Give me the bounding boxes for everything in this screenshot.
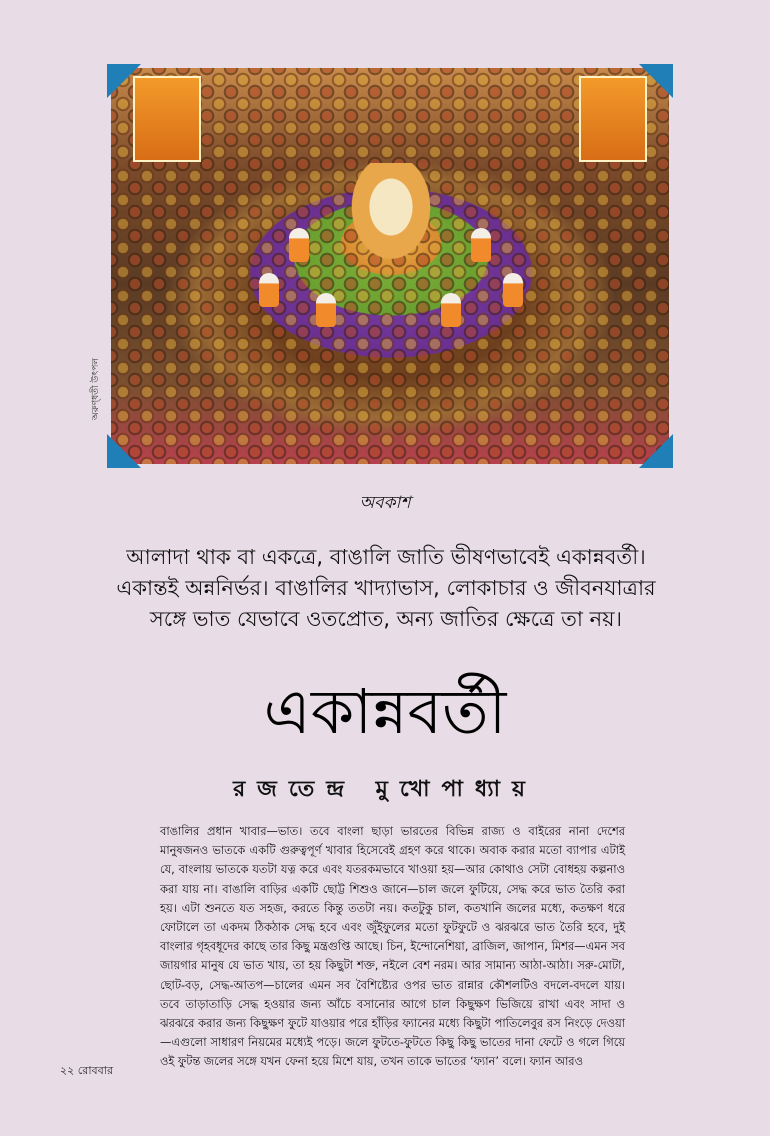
figure [316,293,336,327]
food-offering-image [111,68,669,464]
centerpiece-lotus [341,163,441,273]
article-title: একান্নবর্তী [263,675,507,748]
figure [471,228,491,262]
intro-blurb: আলাদা থাক বা একত্রে, বাঙালি জাতি ভীষণভাবেই একান্নবর্তী। একান্তই অন্ননির্ভর। বাঙালির খাদ্যাভাস, লোকাচার ও জীবনযাত্রার সঙ্গে ভাত যেভাবে ওতপ্রোত, অন্য জাতির ক্ষেত্রে তা নয়। [116,545,656,631]
figure [441,293,461,327]
photo-corner-top-right [639,64,673,98]
article-body [160,822,625,1072]
photo-credit: অরুণ্ধতী উৎপল [91,357,101,420]
decorative-lantern-right [579,76,647,162]
feature-photo [111,68,669,464]
body-paragraph: বাঙালির প্রধান খাবার—ভাত। তবে বাংলা ছাড়া ভারতের বিভিন্ন রাজ্য ও বাইরের নানা দেশের মানুষজনও ভাতকে একটি গুরুত্বপূর্ণ খাবার হিসেবেই গ্রহণ করে থাকে। অবাক করার মতো ব্যাপার এটাই যে, বাংলায় ভাতকে যতটা যত্ন করে এবং যতরকমভাবে খাওয়া হয়—আর কোথাও সেটা বোধহয় কল্পনাও করা যায় না। বাঙালি বাড়ির একটি ছোট্ট শিশুও জানে—চাল জলে ফুটিয়ে, সেদ্ধ করে ভাত তৈরি করা হয়। এটা শুনতে যত সহজ, করতে কিন্তু ততটা নয়। কতটুকু চাল, কতখানি জলের মধ্যে, কতক্ষণ ধরে ফোটালে তা একদম ঠিকঠাক সেদ্ধ হবে এবং জুঁইফুলের মতো ফুটফুটে ও ঝরঝরে ভাত তৈরি হবে, দুই বাংলার গৃহবধূদের কাছে তার কিছু মন্ত্রগুপ্তি আছে। চিন, ইন্দোনেশিয়া, ব্রাজিল, জাপান, মিশর—এমন সব জায়গার মানুষ যে ভাত খায়, তা হয় কিছুটা শক্ত, নইলে বেশ নরম। আর সামান্য আঠা-আঠা। সরু-মোটা, ছোট-বড়, সেদ্ধ-আতপ—চালের এমন সব বৈশিষ্ট্যের ওপর ভাত রান্নার কৌশলটিও বদলে-বদলে যায়। তবে তাড়াতাড়ি সেদ্ধ হওয়ার জন্য আঁচে বসানোর আগে চাল কিছুক্ষণ ভিজিয়ে রাখা এবং সাদা ও ঝরঝরে করার জন্য কিছুক্ষণ ফুটে যাওয়ার পরে হাঁড়ির ফ্যানের মধ্যে কিছুটা পাতিলেবুর রস নিংড়ে দেওয়া—এগুলো সাধারণ নিয়মের মধ্যেই পড়ে। জলে ফুটতে-ফুটতে কিছু কিছু ভাতের দানা ফেটে ও গলে গিয়ে ওই ফুটন্ত জলের সঙ্গে যখন ফেনা হয়ে মিশে যায়, তখন তাকে ভাতের ‘ফ্যান’ বলে। ফ্যান আরও [160,824,626,1069]
photo-corner-bottom-left [107,434,141,468]
section-tag: অবকাশ [359,493,411,513]
author-byline: রজতেন্দ্র মুখোপাধ্যায় [233,777,537,802]
page-footer: ২২ রোববার [60,1064,113,1077]
decorative-lantern-left [133,76,201,162]
photo-corner-top-left [107,64,141,98]
figure [289,228,309,262]
figure [503,273,523,307]
figure [259,273,279,307]
photo-corner-bottom-right [639,434,673,468]
